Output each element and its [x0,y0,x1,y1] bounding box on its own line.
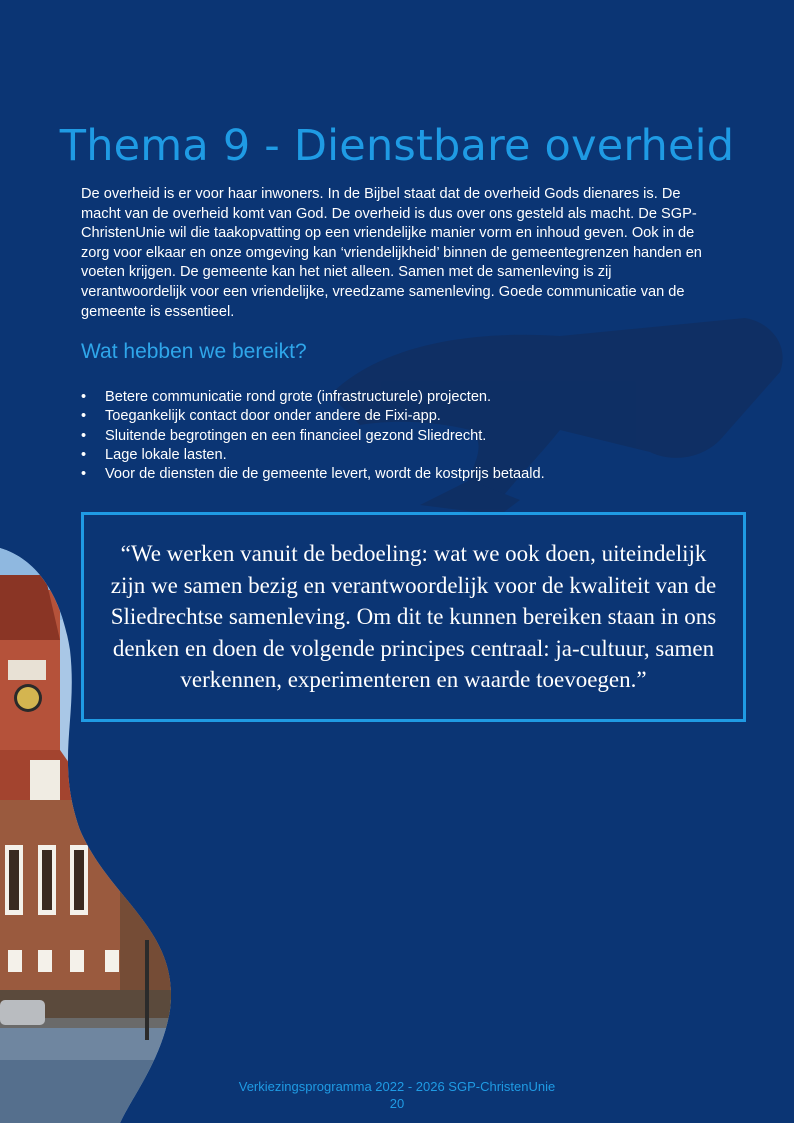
bullet-icon: • [81,408,87,425]
list-item: • Lage lokale lasten. [81,446,721,465]
list-item: • Toegankelijk contact door onder andere de Fixi-app. [81,407,721,426]
list-item: • Voor de diensten die de gemeente levert, wordt de kostprijs betaald. [81,465,721,484]
page-title: Thema 9 - Dienstbare overheid [59,120,735,171]
bullet-icon: • [81,427,87,444]
page-number: 20 [389,1096,405,1111]
footer-program-title: Verkiezingsprogramma 2022 - 2026 SGP-ChristenUnie [238,1079,556,1094]
section-heading: Wat hebben we bereikt? [81,340,307,363]
achievements-list [81,388,721,484]
bullet-icon: • [81,389,87,405]
page-footer [0,1078,794,1112]
quote-box [81,512,746,722]
list-item: • Sluitende begrotingen en een financieel gezond Sliedrecht. [81,427,721,446]
intro-paragraph: De overheid is er voor haar inwoners. In de Bijbel staat dat de overheid Gods dienares is. De macht van de overheid komt van God. De overheid is dus over ons gesteld als macht. De SGP-ChristenUnie wil die taakopvatting op een vriendelijke manier vorm en inhoud geven. Ook in de zorg voor elkaar en onze omgeving kan ‘vriendelijkheid’ binnen de gemeentegrenzen handen en voeten krijgen. De gemeente kan het niet alleen. Samen met de samenleving is zij verantwoordelijk voor een vriendelijke, vreedzame samenleving. Goede communicatie van de gemeente is essentieel. [81,186,702,320]
bullet-icon: • [81,446,87,463]
quote-text: “We werken vanuit de bedoeling: wat we ook doen, uiteindelijk zijn we samen bezig en verantwoordelijk voor de kwaliteit van de Sliedrechtse samenleving. Om dit te kunnen bereiken staan in ons denken en doen de volgende principes centraal: ja-cultuur, samen verkennen, experimenteren en waarde toevoegen.” [110,541,717,693]
list-item: • Betere communicatie rond grote (infrastructurele) projecten. [81,388,721,407]
bullet-icon: • [81,466,87,483]
